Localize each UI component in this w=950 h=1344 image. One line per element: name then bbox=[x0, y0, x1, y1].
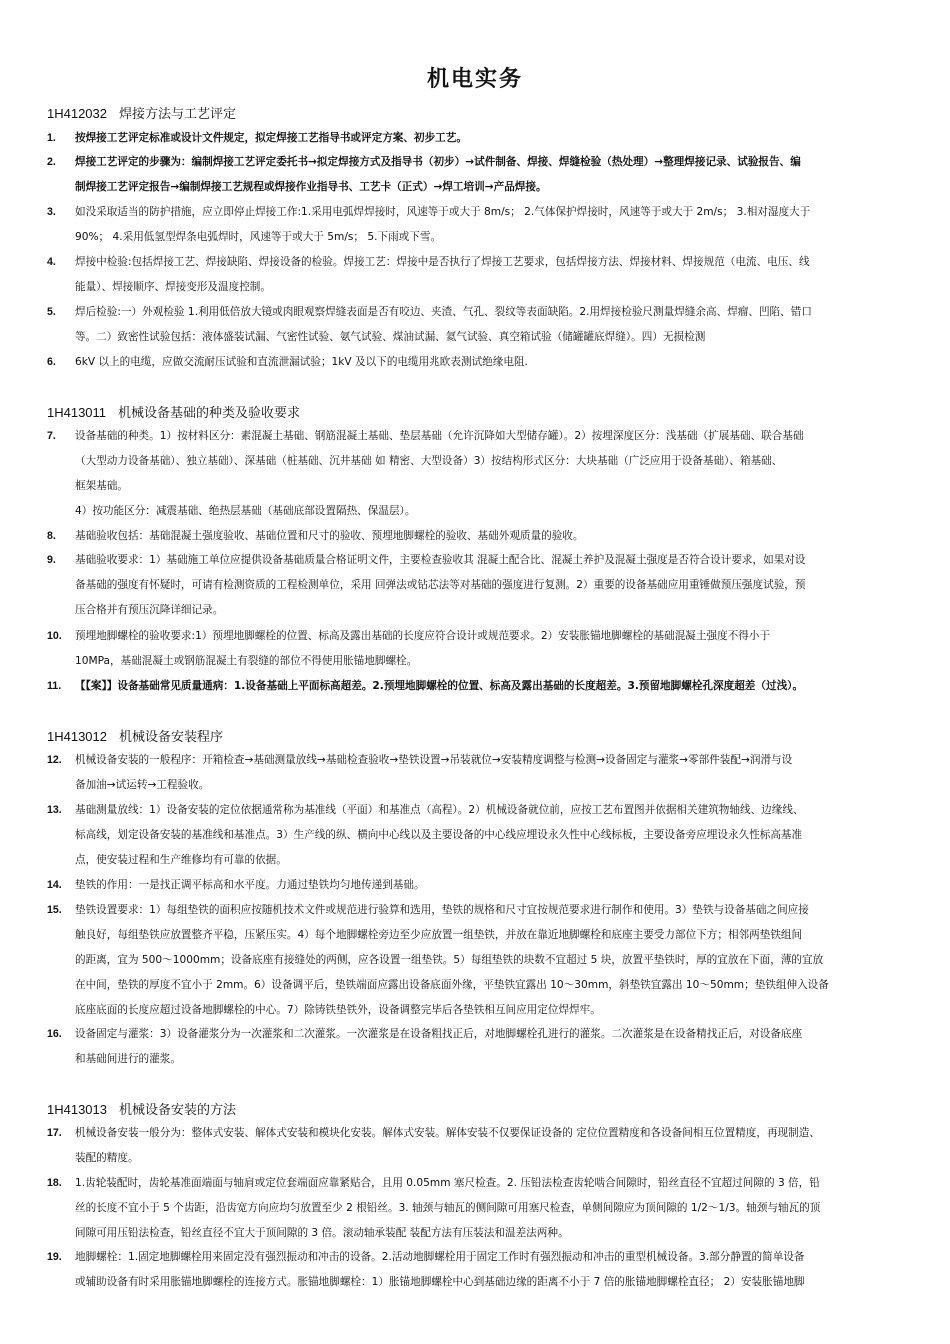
page-title: 机电实务 bbox=[426, 67, 523, 92]
item-line: 和基础间进行的灌浆。 bbox=[75, 1053, 181, 1065]
item-line: 10MPa，基础混凝土或钢筋混凝土有裂缝的部位不得使用胀锚地脚螺栓。 bbox=[75, 655, 418, 667]
item-line: 4）按功能区分：减震基础、绝热层基础（基础底部设置隔热、保温层）。 bbox=[75, 505, 416, 517]
item-text bbox=[75, 873, 907, 898]
item-text bbox=[75, 798, 907, 873]
item-line: 备基础的强度有怀疑时，可请有检测资质的工程检测单位，采用 回弹法或钻芯法等对基础的强度进行复测。2）重要的设备基础应用重锤做预压强度试验，预 bbox=[75, 579, 806, 591]
section-heading bbox=[47, 103, 236, 122]
item-line: 或辅助设备有时采用胀锚地脚螺栓的连接方式。胀锚地脚螺栓：1）胀锚地脚螺栓中心到基础边缘的距离不小于 7 倍的胀锚地脚螺栓直径； 2）安装胀锚地脚 bbox=[75, 1276, 805, 1288]
item-line: 垫铁设置要求：1）每组垫铁的面积应按随机技术文件或规范进行验算和选用，垫铁的规格和尺寸宜按规范要求进行制作和使用。3）垫铁与设备基础之间应接 bbox=[75, 904, 809, 916]
item-number: 16. bbox=[47, 1028, 62, 1040]
list-item bbox=[47, 126, 907, 151]
item-number: 1. bbox=[47, 132, 56, 144]
section-code: 1H413013 bbox=[47, 1102, 107, 1117]
list-item bbox=[47, 798, 907, 873]
item-number: 14. bbox=[47, 879, 62, 891]
item-line: 制焊接工艺评定报告→编制焊接工艺规程或焊接作业指导书、工艺卡（正式）→焊工培训→产品焊接。 bbox=[75, 181, 547, 193]
item-number: 15. bbox=[47, 904, 62, 916]
item-line: 的距离，宜为 500～1000mm；设备底座有接缝处的两侧，应各设置一组垫铁。5）每组垫铁的块数不宜超过 5 块，放置平垫铁时，厚的宜放在下面，薄的宜放 bbox=[75, 954, 824, 966]
list-item bbox=[47, 250, 907, 300]
list-item bbox=[47, 424, 907, 524]
item-line: 设备固定与灌浆：3）设备灌浆分为一次灌浆和二次灌浆。一次灌浆是在设备粗找正后，对地脚螺栓孔进行的灌浆。二次灌浆是在设备精找正后，对设备底座 bbox=[75, 1028, 803, 1040]
section-name: 机械设备基础的种类及验收要求 bbox=[118, 406, 301, 421]
item-line: 能量）、焊接顺序、焊接变形及温度控制。 bbox=[75, 281, 271, 293]
item-text bbox=[75, 748, 907, 798]
item-line: 设备基础的种类。1）按材料区分：素混凝土基础、钢筋混凝土基础、垫层基础（允许沉降如大型储存罐）。2）按埋深度区分：浅基础（扩展基础、联合基础 bbox=[75, 430, 804, 442]
item-text bbox=[75, 548, 907, 623]
item-number: 9. bbox=[47, 554, 56, 566]
item-line: 基础测量放线：1）设备安装的定位依据通常称为基准线（平面）和基准点（高程）。2）机械设备就位前，应按工艺布置图并依据相关建筑物轴线、边缘线、 bbox=[75, 804, 804, 816]
list-item bbox=[47, 300, 907, 350]
list-item bbox=[47, 150, 907, 200]
section-name: 焊接方法与工艺评定 bbox=[119, 107, 237, 122]
list-item bbox=[47, 674, 907, 699]
item-line: 触良好，每组垫铁应放置整齐平稳，压紧压实。4）每个地脚螺栓旁边至少应放置一组垫铁，并放在靠近地脚螺栓和底座主要受力部位下方；相邻两垫铁组间 bbox=[75, 929, 803, 941]
list-item bbox=[47, 350, 907, 375]
list-item bbox=[47, 898, 907, 1023]
section-name: 机械设备安装程序 bbox=[119, 730, 224, 745]
item-line: 预埋地脚螺栓的验收要求:1）预埋地脚螺栓的位置、标高及露出基础的长度应符合设计或规范要求。2）安装胀锚地脚螺栓的基础混凝土强度不得小于 bbox=[75, 630, 771, 642]
item-number: 3. bbox=[47, 206, 56, 218]
item-line: 如没采取适当的防护措施，应立即停止焊接工作:1.采用电弧焊焊接时，风速等于或大于 8m/s； 2.气体保护焊接时，风速等于或大于 2m/s； 3.相对湿度大于 bbox=[75, 206, 811, 218]
item-line: 备加油→试运转→工程验收。 bbox=[75, 779, 210, 791]
item-line: 焊后检验:一）外观检验 1.利用低倍放大镜或肉眼观察焊缝表面是否有咬边、夹渣、气孔、裂纹等表面缺陷。2.用焊接检验尺测量焊缝余高、焊瘤、凹陷、错口 bbox=[75, 306, 812, 318]
item-line: （大型动力设备基础）、独立基础）、深基础（桩基础、沉井基础 如 精密、大型设备）3）按结构形式区分：大块基础（广泛应用于设备基础）、箱基础、 bbox=[75, 455, 783, 467]
item-line: 丝的长度不宜小于 5 个齿距，沿齿宽方向应均匀放置至少 2 根铅丝。3. 轴颈与轴瓦的侧间隙可用塞尺检查，单侧间隙应为顶间隙的 1/2～1/3。轴颈与轴瓦的顶 bbox=[75, 1202, 821, 1214]
item-text bbox=[75, 898, 907, 1023]
item-line: 焊接中检验:包括焊接工艺、焊接缺陷、焊接设备的检验。焊接工艺：焊接中是否执行了焊接工艺要求，包括焊接方法、焊接材料、焊接规范（电流、电压、线 bbox=[75, 256, 810, 268]
list-item bbox=[47, 1171, 907, 1246]
item-number: 18. bbox=[47, 1177, 62, 1189]
item-text bbox=[75, 126, 907, 151]
section-heading bbox=[47, 1099, 236, 1118]
list-item bbox=[47, 200, 907, 250]
item-text bbox=[75, 1171, 907, 1246]
list-item bbox=[47, 1245, 907, 1295]
item-text bbox=[75, 1245, 907, 1295]
item-line: 装配的精度。 bbox=[75, 1152, 139, 1164]
item-line: 6kV 以上的电缆，应做交流耐压试验和直流泄漏试验；1kV 及以下的电缆用兆欧表测试绝缘电阻. bbox=[75, 356, 528, 368]
item-text bbox=[75, 200, 907, 250]
item-number: 7. bbox=[47, 430, 56, 442]
item-line: 90%； 4.采用低氢型焊条电弧焊时，风速等于或大于 5m/s； 5.下雨或下雪。 bbox=[75, 231, 442, 243]
section-code: 1H412032 bbox=[47, 106, 107, 121]
item-line: 地脚螺栓：1.固定地脚螺栓用来固定没有强烈振动和冲击的设备。2.活动地脚螺栓用于固定工作时有强烈振动和冲击的重型机械设备。3.部分静置的简单设备 bbox=[75, 1251, 805, 1263]
item-text bbox=[75, 300, 907, 350]
list-item bbox=[47, 873, 907, 898]
item-number: 5. bbox=[47, 306, 56, 318]
section-code: 1H413011 bbox=[47, 405, 107, 420]
item-line: 基础验收包括：基础混凝土强度验收、基础位置和尺寸的验收、预埋地脚螺栓的验收、基础外观质量的验收。 bbox=[75, 530, 584, 542]
item-line: 框架基础。 bbox=[75, 480, 128, 492]
item-line: 点，使安装过程和生产维修均有可靠的依据。 bbox=[75, 854, 287, 866]
item-line: 1.齿轮装配时，齿轮基准面端面与轴肩或定位套端面应靠紧贴合，且用 0.05mm 塞尺检查。2. 压铅法检查齿轮啮合间隙时，铅丝直径不宜超过间隙的 3 倍，铅 bbox=[75, 1177, 820, 1189]
item-line: 等。二）致密性试验包括：液体盛装试漏、气密性试验、氨气试验、煤油试漏、氦气试验、真空箱试验（储罐罐底焊缝）。四）无损检测 bbox=[75, 331, 706, 343]
item-number: 17. bbox=[47, 1127, 62, 1139]
item-line: 压合格并有预压沉降详细记录。 bbox=[75, 604, 224, 616]
section-heading bbox=[47, 402, 300, 421]
item-line: 垫铁的作用：一是找正调平标高和水平度。力通过垫铁均匀地传递到基础。 bbox=[75, 879, 425, 891]
item-number: 8. bbox=[47, 530, 56, 542]
list-item bbox=[47, 524, 907, 549]
item-number: 6. bbox=[47, 356, 56, 368]
item-line: 基础验收要求：1）基础施工单位应提供设备基础质量合格证明文件，主要检查验收其 混凝土配合比、混凝土养护及混凝土强度是否符合设计要求，如果对设 bbox=[75, 554, 806, 566]
item-number: 12. bbox=[47, 754, 62, 766]
item-number: 13. bbox=[47, 804, 62, 816]
item-text bbox=[75, 250, 907, 300]
item-text bbox=[75, 1022, 907, 1072]
list-item bbox=[47, 624, 907, 674]
item-line: 按焊接工艺评定标准或设计文件规定，拟定焊接工艺指导书或评定方案、初步工艺。 bbox=[75, 132, 467, 144]
item-line: 机械设备安装一般分为：整体式安装、解体式安装和模块化安装。解体式安装。解体安装不仅要保证设备的 定位位置精度和各设备间相互位置精度，再现制造、 bbox=[75, 1127, 820, 1139]
list-item bbox=[47, 548, 907, 623]
item-number: 10. bbox=[47, 630, 62, 642]
item-line: 在中间，垫铁的厚度不宜小于 2mm。6）设备调平后，垫铁端面应露出设备底面外缘，平垫铁宜露出 10～30mm，斜垫铁宜露出 10～50mm；垫铁组伸入设备 bbox=[75, 979, 829, 991]
item-text bbox=[75, 150, 907, 200]
item-text bbox=[75, 424, 907, 524]
item-line: 焊接工艺评定的步骤为：编制焊接工艺评定委托书→拟定焊接方式及指导书（初步）→试件制备、焊接、焊缝检验（热处理）→整理焊接记录、试验报告、编 bbox=[75, 156, 801, 168]
item-line: 标高线，划定设备安装的基准线和基准点。3）生产线的纵、横向中心线以及主要设备的中心线应埋设永久性中心线标板，主要设备旁应埋设永久性标高基准 bbox=[75, 829, 803, 841]
section-name: 机械设备安装的方法 bbox=[119, 1103, 237, 1118]
item-text bbox=[75, 524, 907, 549]
item-number: 11. bbox=[47, 680, 62, 692]
section-code: 1H413012 bbox=[47, 729, 107, 744]
list-item bbox=[47, 1022, 907, 1072]
section-heading bbox=[47, 726, 223, 745]
item-text bbox=[75, 674, 907, 699]
list-item bbox=[47, 1121, 907, 1171]
item-number: 2. bbox=[47, 156, 56, 168]
list-item bbox=[47, 748, 907, 798]
item-text bbox=[75, 1121, 907, 1171]
item-number: 4. bbox=[47, 256, 56, 268]
item-text bbox=[75, 624, 907, 674]
item-text bbox=[75, 350, 907, 375]
item-line: 底座底面的长度应超过设备地脚螺栓的中心。7）除铸铁垫铁外，设备调整完毕后各垫铁相互间应用定位焊焊牢。 bbox=[75, 1004, 601, 1016]
item-line: 间隙可用压铅法检查，铅丝直径不宜大于顶间隙的 3 倍。滚动轴承装配 装配方法有压装法和温差法两种。 bbox=[75, 1227, 569, 1239]
item-number: 19. bbox=[47, 1251, 62, 1263]
item-line: 机械设备安装的一般程序：开箱检查→基础测量放线→基础检查验收→垫铁设置→吊装就位→安装精度调整与检测→设备固定与灌浆→零部件装配→润滑与设 bbox=[75, 754, 793, 766]
item-line: 【【案】】设备基础常见质量通病：1.设备基础上平面标高超差。2.预埋地脚螺栓的位置、标高及露出基础的长度超差。3.预留地脚螺栓孔深度超差（过浅）。 bbox=[75, 680, 804, 692]
